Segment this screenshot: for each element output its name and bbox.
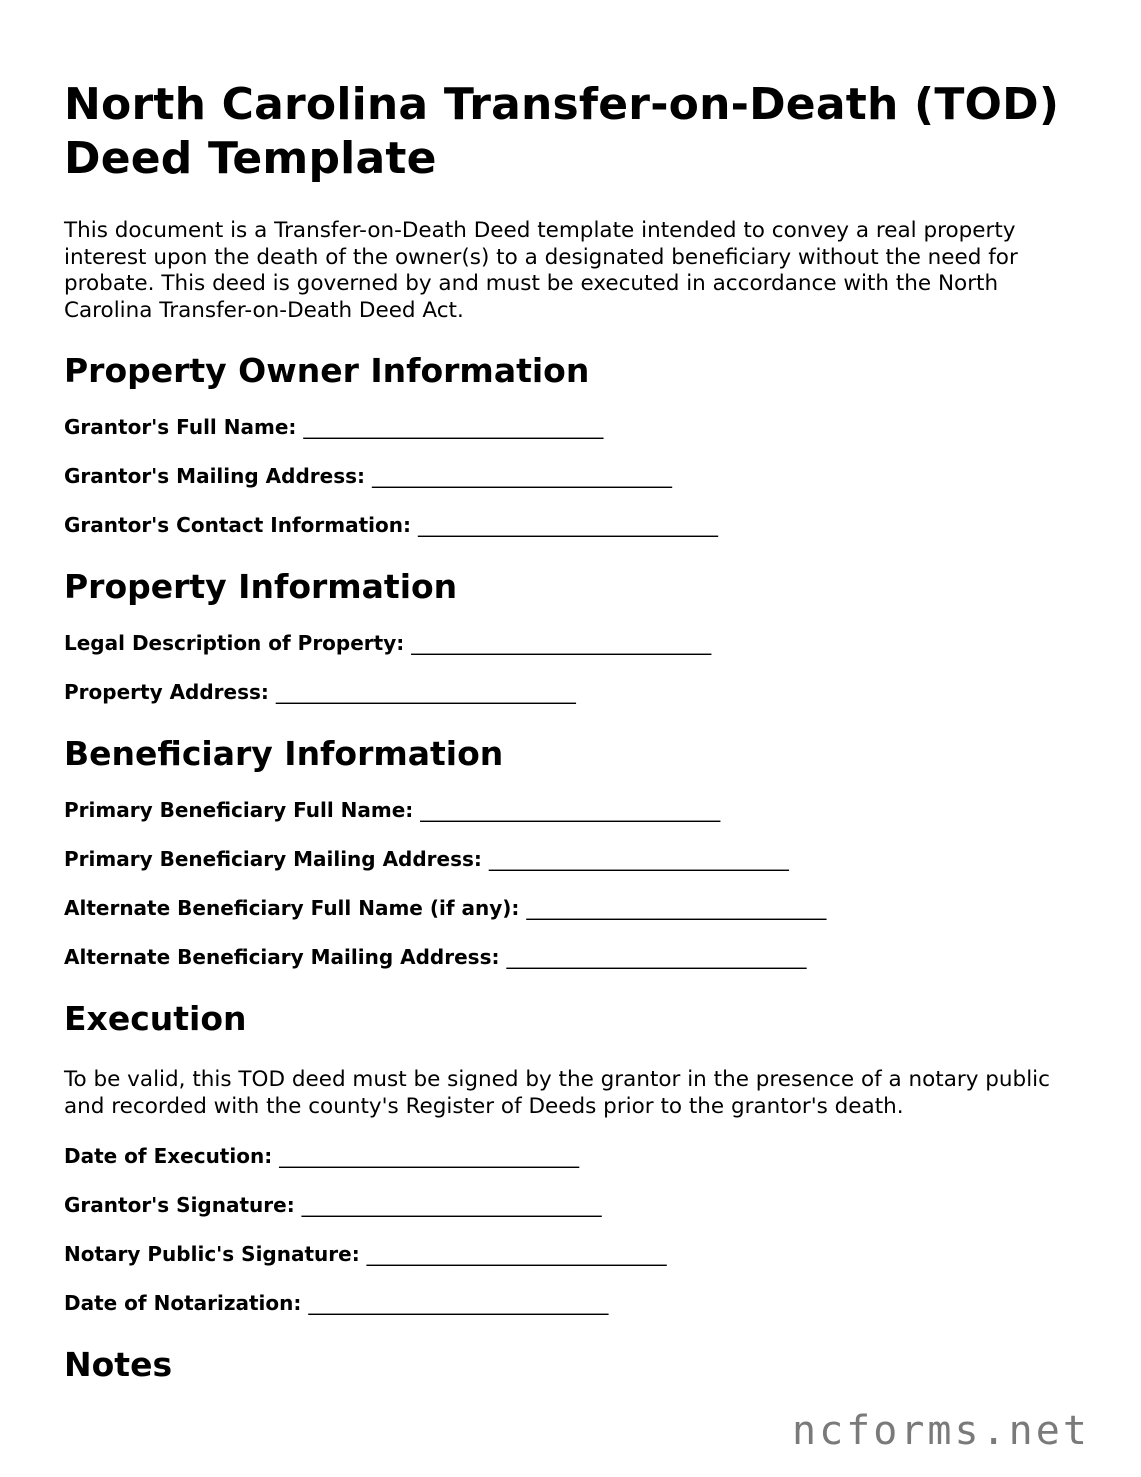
field-primary-beneficiary-name xyxy=(64,798,1074,822)
field-property-address xyxy=(64,680,1074,704)
blank-line: ______________________________ xyxy=(506,945,807,969)
section-heading: Execution xyxy=(64,999,247,1038)
field-label: Primary Beneficiary Full Name: xyxy=(64,798,414,822)
field-label: Alternate Beneficiary Full Name (if any): xyxy=(64,896,520,920)
field-label: Grantor's Signature: xyxy=(64,1193,295,1217)
section-heading: Property Information xyxy=(64,567,458,606)
field-label: Grantor's Full Name: xyxy=(64,415,297,439)
intro-paragraph: This document is a Transfer-on-Death Deed template intended to convey a real property interest upon the death of the owner(s) to a designated beneficiary without the need for probate. This deed is governed by and must be executed in accordance with the North Carolina Transfer-on-Death Deed Act. xyxy=(64,218,1018,323)
blank-line: ______________________________ xyxy=(488,847,789,871)
blank-line: ______________________________ xyxy=(308,1291,609,1315)
field-legal-description xyxy=(64,631,1074,655)
field-label: Notary Public's Signature: xyxy=(64,1242,360,1266)
blank-line: ______________________________ xyxy=(420,798,721,822)
field-grantor-full-name xyxy=(64,415,1074,439)
field-notary-signature xyxy=(64,1242,1074,1266)
field-date-of-notarization xyxy=(64,1291,1074,1315)
field-label: Legal Description of Property: xyxy=(64,631,405,655)
blank-line: ______________________________ xyxy=(371,464,672,488)
section-notes xyxy=(64,1345,1074,1385)
field-date-of-execution xyxy=(64,1144,1074,1168)
section-property-information xyxy=(64,567,1074,704)
field-label: Date of Execution: xyxy=(64,1144,273,1168)
document-page xyxy=(64,78,1074,1385)
blank-line: ______________________________ xyxy=(411,631,712,655)
field-primary-beneficiary-address xyxy=(64,847,1074,871)
section-property-owner xyxy=(64,351,1074,537)
field-grantor-mailing-address xyxy=(64,464,1074,488)
blank-line: ______________________________ xyxy=(526,896,827,920)
field-label: Alternate Beneficiary Mailing Address: xyxy=(64,945,500,969)
section-heading: Beneficiary Information xyxy=(64,734,504,773)
watermark: ncforms.net xyxy=(792,1408,1090,1454)
section-heading: Notes xyxy=(64,1345,173,1384)
field-alternate-beneficiary-address xyxy=(64,945,1074,969)
execution-paragraph: To be valid, this TOD deed must be signed by the grantor in the presence of a notary public and recorded with the county's Register of Deeds prior to the grantor's death. xyxy=(64,1067,1050,1119)
blank-line: ______________________________ xyxy=(301,1193,602,1217)
blank-line: ______________________________ xyxy=(275,680,576,704)
document-title: North Carolina Transfer-on-Death (TOD) Deed Template xyxy=(64,79,1060,184)
field-label: Grantor's Mailing Address: xyxy=(64,464,365,488)
field-label: Primary Beneficiary Mailing Address: xyxy=(64,847,482,871)
section-execution xyxy=(64,999,1074,1315)
field-grantor-signature xyxy=(64,1193,1074,1217)
section-beneficiary-information xyxy=(64,734,1074,969)
blank-line: ______________________________ xyxy=(303,415,604,439)
field-label: Grantor's Contact Information: xyxy=(64,513,411,537)
section-heading: Property Owner Information xyxy=(64,351,590,390)
blank-line: ______________________________ xyxy=(279,1144,580,1168)
field-grantor-contact-information xyxy=(64,513,1074,537)
blank-line: ______________________________ xyxy=(417,513,718,537)
blank-line: ______________________________ xyxy=(366,1242,667,1266)
field-alternate-beneficiary-name xyxy=(64,896,1074,920)
field-label: Property Address: xyxy=(64,680,269,704)
field-label: Date of Notarization: xyxy=(64,1291,302,1315)
